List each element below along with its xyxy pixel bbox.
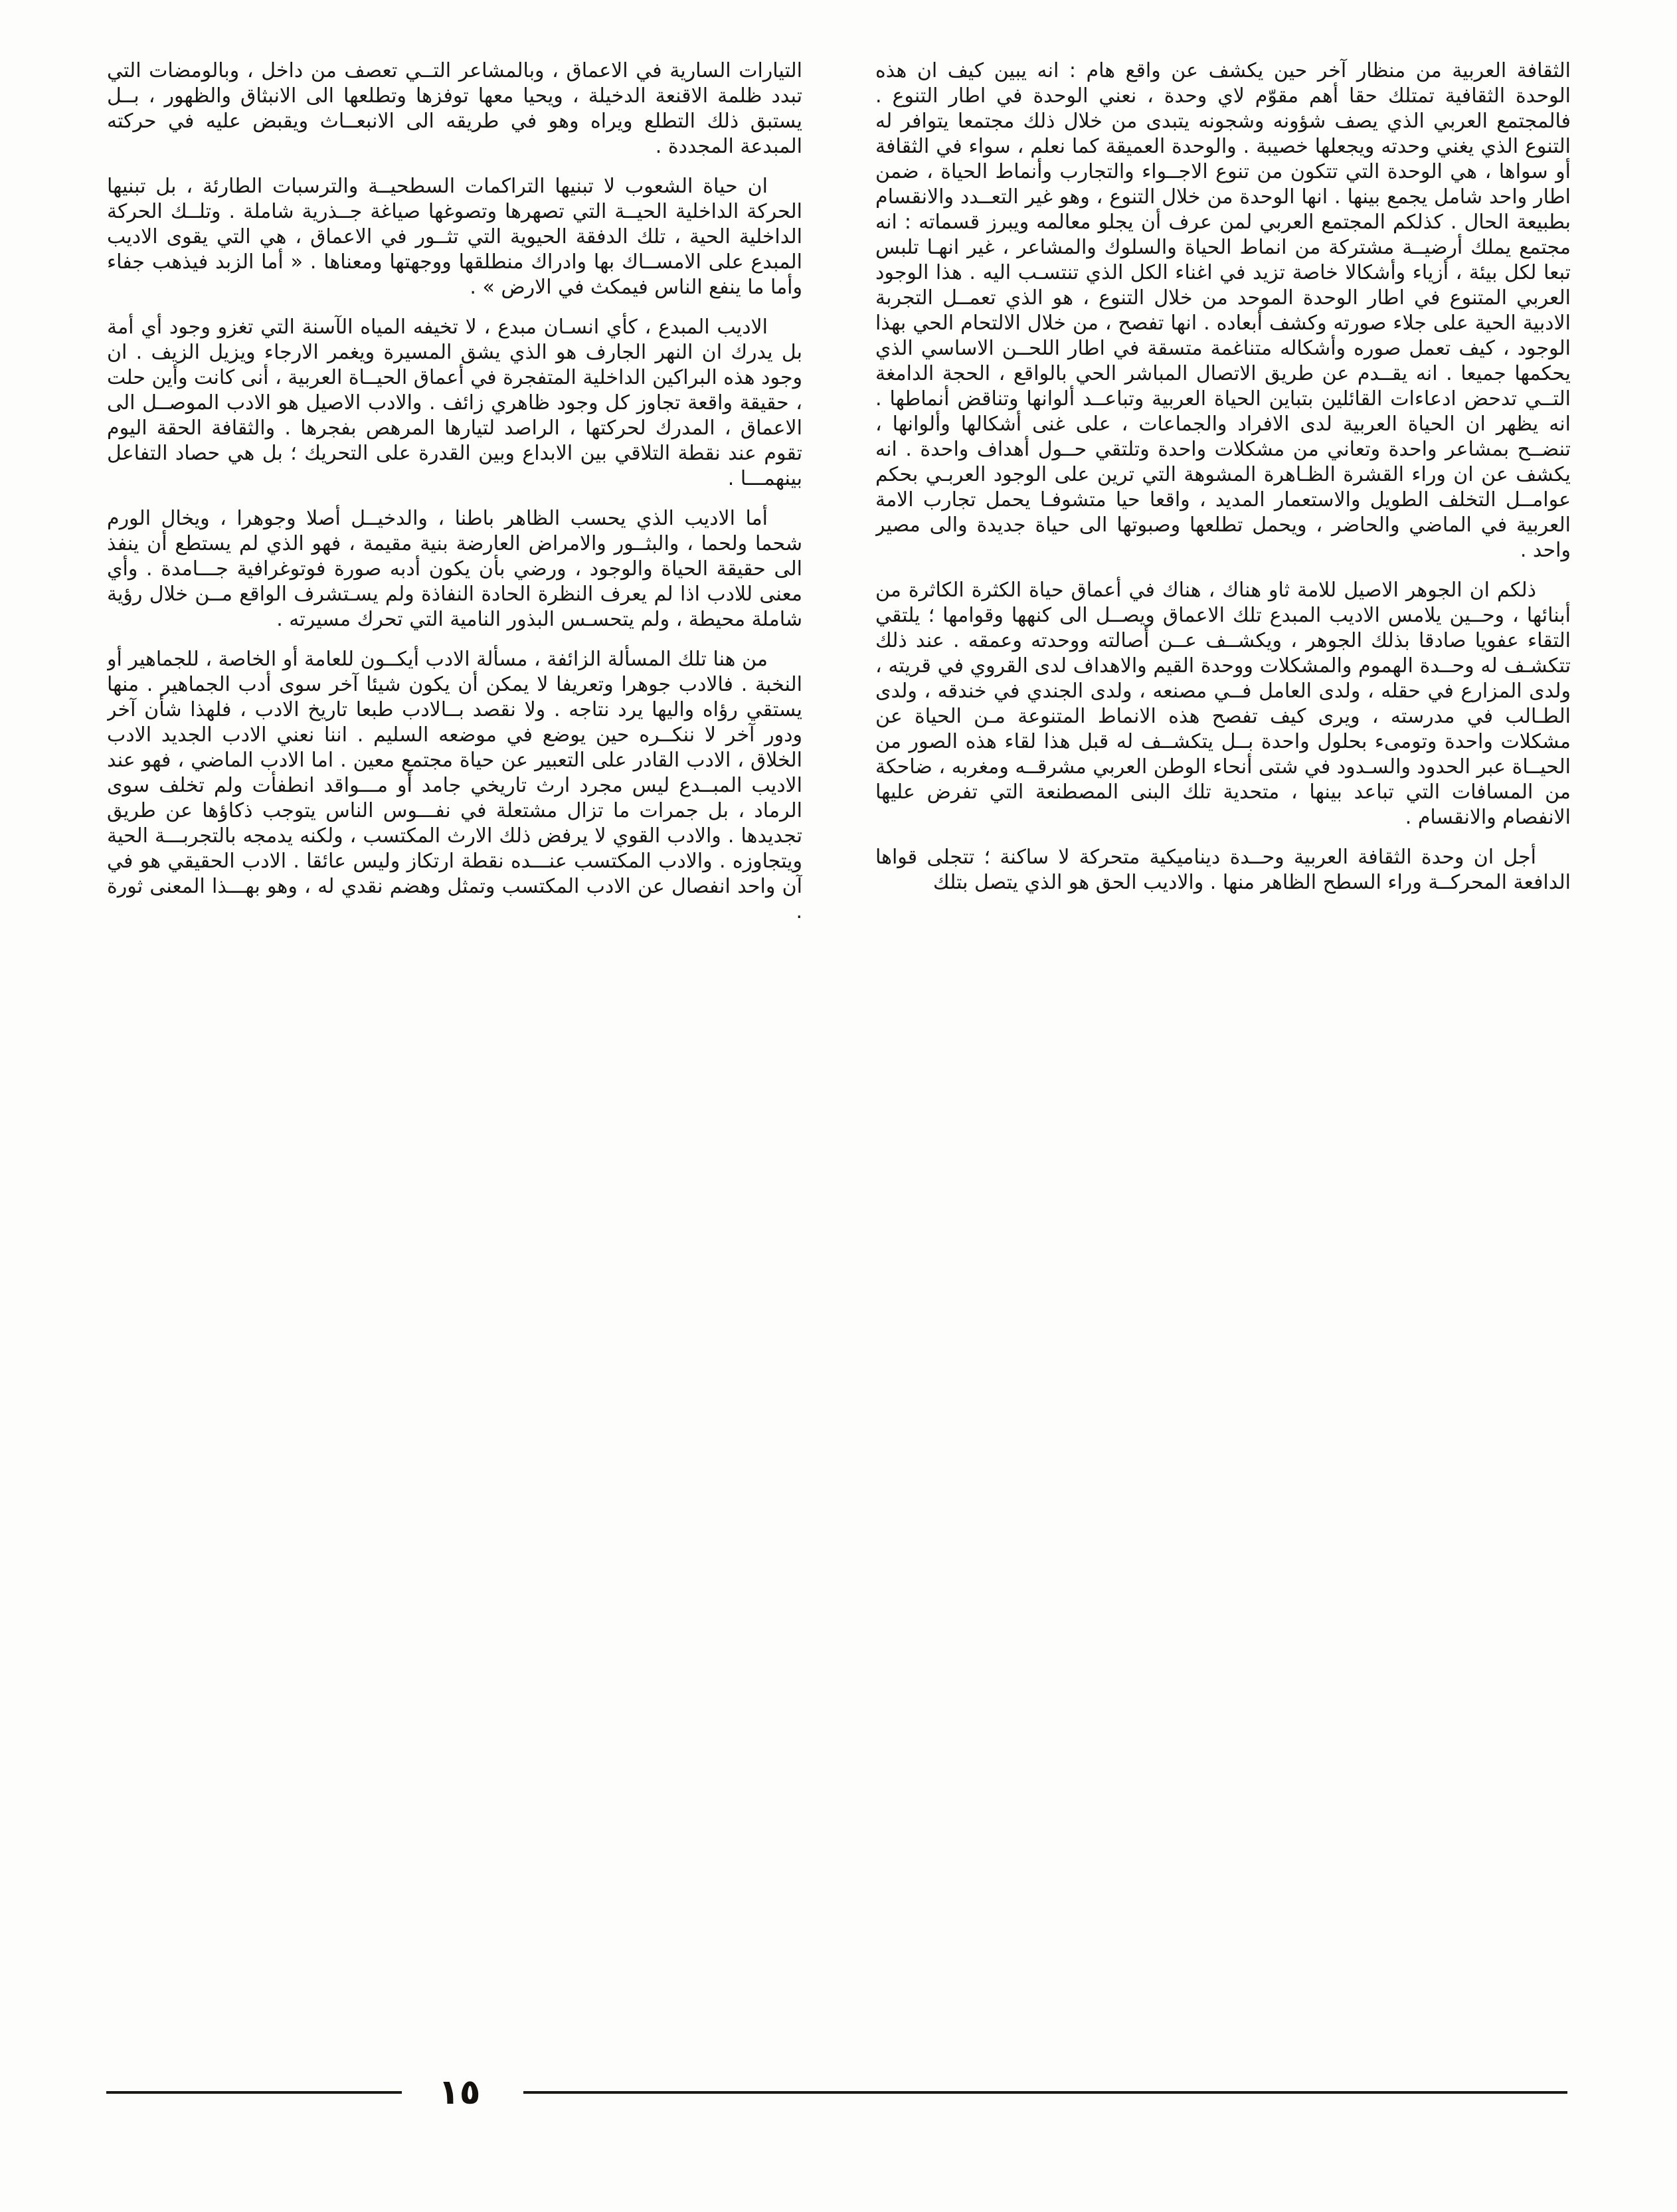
paragraph: ان حياة الشعوب لا تبنيها التراكمات السطحيــة والترسبات الطارئة ، بل تبنيها الحركة الداخلية الحيــة التي تصهرها وتصوغها صياغة جــذرية شاملة . وتلــك الحركة الداخلية الحية ، تلك الدفقة الحيوية التي تثــور في الاعماق ، هي التي يقوى الاديب المبدع على الامســاك بها وادراك منطلقها ووجهتها ومعناها . « أما الزبد فيذهب جفاء وأما ما ينفع الناس فيمكث في الارض » . xyxy=(107,175,802,299)
left-column xyxy=(107,58,802,2011)
paragraph: الثقافة العربية من منظار آخر حين يكشف عن واقع هام : انه يبين كيف ان هذه الوحدة الثقافية تمتلك حقا أهم مقوّم لاي وحدة ، نعني الوحدة في اطار التنوع . فالمجتمع العربي الذي يصف شؤونه وشجونه يتبدى من خلال ذلك مجتمعا يتوافر له التنوع الذي يغني وحدته ويجعلها خصيبة . والوحدة العميقة كما نعلم ، سواء في الثقافة أو سواها ، هي الوحدة التي تتكون من تنوع الاجــواء والتجارب وأنماط الحياة ، ضمن اطار واحد شامل يجمع بينها . انها الوحدة من خلال التنوع ، وهو غير التعــدد والانقسام بطبيعة الحال . كذلكم المجتمع العربي لمن عرف أن يجلو معالمه ويبرز قسماته : انه مجتمع يملك أرضيــة مشتركة من انماط الحياة والسلوك والمشاعر ، غير انهـا تلبس تبعا لكل بيئة ، أزياء وأشكالا خاصة تزيد في اغناء الكل الذي تنتسـب اليه . هذا الوجود العربي المتنوع في اطار الوحدة الموحد من خلال التنوع ، هو الذي تعمــل التجربة الادبية الحية على جلاء صورته وكشف أبعاده . انها تفصح ، من خلال الالتحام الحي بهذا الوجود ، كيف تعمل صوره وأشكاله متناغمة متسقة في اطار اللحــن الاساسي الذي يحكمها جميعا . انه يقــدم عن طريق الاتصال المباشر الحي بالواقع ، الحجة الدامغة التــي تدحض ادعاءات القائلين بتباين الحياة العربية وتباعــد ألوانها وتناقض أنماطها . انه يظهر ان الحياة العربية لدى الافراد والجماعات ، على غنى أشكالها وألوانها ، تنضــح بمشاعر واحدة وتعاني من مشكلات واحدة وتلتقي حــول أهداف واحدة . انه يكشف عن ان وراء القشرة الظـاهرة المشوهة التي ترين على الوجود العربـي بحكم عوامــل التخلف الطويل والاستعمار المديد ، واقعا حيا متشوفـا يحمل تجارب الامة العربية في الماضي والحاضر ، ويحمل تطلعها وصبوتها الى حياة جديدة والى مصير واحد . xyxy=(875,59,1571,562)
paragraph: أجل ان وحدة الثقافة العربية وحــدة ديناميكية متحركة لا ساكنة ؛ تتجلى قواها الدافعة المحركــة وراء السطح الظاهر منها . والاديب الحق هو الذي يتصل بتلك xyxy=(875,846,1571,894)
paragraph: الاديب المبدع ، كأي انسـان مبدع ، لا تخيفه المياه الآسنة التي تغزو وجود أي أمة بل يدرك ان النهر الجارف هو الذي يشق المسيرة ويغمر الارجاء ويزيل الزيف . ان وجود هذه البراكين الداخلية المتفجرة في أعماق الحيــاة العربية ، أنى كانت وأين حلت ، حقيقة واقعة تجاوز كل وجود ظاهري زائف . والادب الاصيل هو الادب الموصــل الى الاعماق ، المدرك لحركتها ، الراصد لتيارها المرهص بفجرها . والثقافة الحقة اليوم تقوم عند نقطة التلاقي بين الابداع وبين القدرة على التحريك ؛ بل هي حصاد التفاعل بينهمـــا . xyxy=(107,316,802,490)
footer-rule-right xyxy=(523,2091,1567,2094)
paragraph: التيارات السارية في الاعماق ، وبالمشاعر التــي تعصف من داخل ، وبالومضات التي تبدد ظلمة الاقنعة الدخيلة ، ويحيا معها توفزها وتطلعها الى الانبثاق والظهور ، بــل يستبق ذلك التطلع ويراه وهو في طريقه الى الانبعــاث ويقبض عليه في حركته المبدعة المجددة . xyxy=(107,59,802,158)
paragraph: من هنا تلك المسألة الزائفة ، مسألة الادب أيكــون للعامة أو الخاصة ، للجماهير أو النخبة . فالادب جوهرا وتعريفا لا يمكن أن يكون شيئا آخر سوى أدب الجماهير . منها يستقي رؤاه واليها يرد نتاجه . ولا نقصد بــالادب طبعا تاريخ الادب ، فلهذا شأن آخر ودور آخر لا ننكــره حين يوضع في موضعه السليم . اننا نعني الادب الجديد الادب الخلاق ، الادب القادر على التعبير عن حياة مجتمع معين . اما الادب الماضي ، فهو عند الاديب المبــدع ليس مجرد ارث تاريخي جامد أو مـــواقد انطفأت ولم تخلف سوى الرماد ، بل جمرات ما تزال مشتعلة في نفـــوس الناس يتوجب ذكاؤها عن طريق تجديدها . والادب القوي لا يرفض ذلك الارث المكتسب ، ولكنه يدمجه بالتجربـــة الحية ويتجاوزه . والادب المكتسب عنـــده نقطة ارتكاز وليس عائقا . الادب الحقيقي هو في آن واحد انفصال عن الادب المكتسب وتمثل وهضم نقدي له ، وهو بهـــذا المعنى ثورة . xyxy=(107,648,802,923)
paragraph: ذلكم ان الجوهر الاصيل للامة ثاو هناك ، هناك في أعماق حياة الكثرة الكاثرة من أبنائها ، وحــين يلامس الاديب المبدع تلك الاعماق ويصــل الى كنهها وقوامها ؛ يلتقي التقاء عفويا صادقا بذلك الجوهر ، ويكشــف عــن أصالته ووحدته وعمقه . عند ذلك تتكشـف له وحــدة الهموم والمشكلات ووحدة القيم والاهداف لدى القروي في قريته ، ولدى المزارع في حقله ، ولدى العامل فــي مصنعه ، ولدى الجندي في خندقه ، ولدى الطـالب في مدرسته ، ويرى كيف تفصح هذه الانماط المتنوعة مـن الحياة عن مشكلات واحدة وتومىء بحلول واحدة بــل يتكشــف له قبل هذا لقاء هذه الصور من الحيــاة عبر الحدود والسـدود في شتى أنحاء الوطن العربي مشرقــه ومغربه ، ضاحكة من المسافات التي تباعد بينها ، متحدية تلك البنى المصطنعة التي تفرض عليها الانفصام والانقسام . xyxy=(875,579,1571,829)
footer-rule-left xyxy=(106,2091,402,2094)
paragraph: أما الاديب الذي يحسب الظاهر باطنا ، والدخيــل أصلا وجوهرا ، ويخال الورم شحما ولحما ، والبثــور والامراض العارضة بنية مقيمة ، فهو الذي لم يستطع أن ينفذ الى حقيقة الحياة والوجود ، ورضي بأن يكون أدبه صورة فوتوغرافية جـــامدة . وأي معنى للادب اذا لم يعرف النظرة الحادة النفاذة ولم يسـتشرف الواقع مــن خلال رؤية شاملة محيطة ، ولم يتحسـس البذور النامية التي تحرك مسيرته . xyxy=(107,507,802,631)
page-footer xyxy=(106,2073,1567,2112)
right-column xyxy=(875,58,1571,2011)
page-number: ١٥ xyxy=(438,2073,481,2112)
